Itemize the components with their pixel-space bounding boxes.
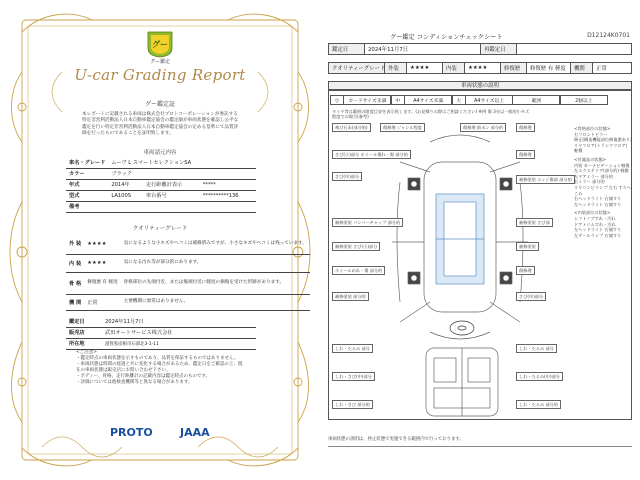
callout-text: しわ・たるみ(中)部分 [519, 374, 560, 379]
certificate-notes [76, 350, 246, 386]
damage-callout [516, 150, 535, 159]
damage-callout [332, 218, 403, 227]
footer-logos [110, 424, 220, 442]
meta-key: 所在地 [66, 338, 102, 349]
grade-description: 骨格部位の先端付近、または後端付近に軽度の損傷を受けた形跡があります。 [121, 272, 310, 294]
date-value: 2024年11月7日 [365, 44, 481, 54]
info-line: シフトノブすれ・汚れ [574, 215, 616, 221]
sheet-footnote: 車両状態の説明は、停止状態で実施できる範囲内で行っております。 [328, 437, 464, 442]
callout-text: さび(小)部分 ホイール傷れ・傷 部分的 [335, 152, 408, 157]
engine-value: 正常 [596, 66, 607, 72]
state-section-title: 車両状態の説明 [328, 81, 632, 90]
info-line: 右ミラー 部分的 [574, 179, 605, 185]
interior-stars: ★★★★ [465, 63, 501, 73]
certificate-intro: 本レポートに記載される車両は株式会社プロトコーポレーションが委託する特定非営利活動法人日本自動車鑑定協会の鑑定師が車両状態を確認し公平な鑑定を行い特定非営利活動法人日本自動車鑑定協会の定める基準にて品質評価を行ったものであることを証明致します。 [82, 112, 239, 137]
quality-section-title: クオリティーグレード [132, 226, 188, 232]
damage-callout [516, 292, 546, 301]
info-line: 右ヘッドライト 右傾すり [574, 196, 622, 202]
meta-value: 2024年11月7日 [102, 316, 256, 327]
damage-callout [332, 344, 373, 353]
info-line: 右フロントピラー [574, 131, 608, 137]
damage-callout [516, 344, 557, 353]
note-item: ・ボディー、骨格、走行距離計の記載内容は鑑定時点のものです。 [76, 374, 211, 379]
inspection-meta [66, 316, 256, 350]
grade-stars: ★★★★ [84, 254, 120, 272]
row-value: 2014年 [108, 179, 143, 190]
row-key: 備考 [66, 201, 108, 212]
meta-value: 滋賀県彦根市石部北3-1-11 [102, 338, 256, 349]
sheet-grade-row [328, 62, 632, 74]
scale-cell: A4サイズ未満 [404, 95, 452, 105]
callout-text: 補修塗装 さび(小)部分 [335, 244, 378, 249]
grade-label: クオリティーグレード [329, 63, 385, 73]
note-item: ・鑑定時点の車両状態を示すものであり、品質を保証するものではありません。 [76, 356, 239, 361]
info-line: 左ヘッドライト 右傾すり [574, 227, 622, 233]
sheet-id: D12124K0701 [587, 32, 630, 39]
damage-callout [332, 123, 371, 132]
table-row [66, 327, 256, 338]
row-value: ***** [200, 179, 256, 190]
logo-caption: グー鑑定 [149, 59, 170, 65]
scale-cell: 範囲 [512, 95, 560, 105]
svg-text:グー: グー [152, 40, 168, 49]
scale-cell: カードサイズ未満 [343, 95, 391, 105]
callout-text: しわ・たるみ 部分 [335, 346, 370, 351]
jaaa-logo: JAAA [180, 426, 210, 439]
callout-text: 傷修理 ジャンル程度 [383, 125, 422, 130]
note-item: ・評価については他検査機関等と異なる場合があります。 [76, 380, 193, 385]
callout-text: 補修塗装 [519, 244, 536, 249]
info-line: <付属品の状態> [574, 156, 607, 162]
proto-logo: PROTO [110, 426, 153, 439]
damage-callout [380, 123, 425, 132]
goo-kantei-logo [146, 30, 174, 58]
damage-callout [516, 123, 535, 132]
table-row [66, 338, 256, 349]
row-value: ブラック [108, 168, 256, 179]
table-row [66, 168, 256, 179]
certificate-subtitle: グー鑑定証 [144, 101, 175, 108]
callout-text: 補修塗装 エッジ傷部 部分的 [519, 177, 572, 182]
callout-text: 傷修理 [519, 152, 532, 157]
row-key: 走行距離計表示 [143, 179, 200, 190]
notes-title: <ご注意> [76, 350, 98, 355]
callout-text: しわ・さび(中)部分 [335, 374, 372, 379]
info-line: ドアトリムすれ・汚れ [574, 221, 616, 227]
damage-callout [460, 123, 506, 132]
grade-stars: 正常 [84, 294, 120, 310]
row-key: 車名・グレード [66, 157, 108, 168]
row-key: カラー [66, 168, 108, 179]
info-line: リヤコンビランプ 左右 すりへこみ [574, 184, 632, 196]
note-item: ・車両状態は時間の経過と共に変化する場合があるため、鑑定日をご確認の上、現在の車両状態は販売店にお問い合わせ下さい。 [76, 362, 243, 373]
grade-description: 主要機関に異常はありません。 [121, 294, 310, 310]
row-value: LA100S [108, 190, 143, 201]
condition-check-sheet [320, 0, 640, 480]
table-row [66, 294, 310, 310]
exterior-stars: ★★★★ [407, 63, 443, 73]
date-label: 鑑定日 [329, 44, 365, 54]
row-key: 型式 [66, 190, 108, 201]
scale-cell: 中 [391, 95, 405, 105]
table-row [66, 201, 256, 212]
callout-text: しわ・たるみ 部分的 [519, 402, 559, 407]
interior-label: 内装 [443, 63, 465, 73]
info-line: <内装部位の状態> [574, 210, 611, 216]
scale-cell: 小 [330, 95, 344, 105]
grade-key: 骨 格 [66, 272, 84, 294]
callout-text: さび(中)部分 [335, 174, 360, 179]
info-line: 左ヘッドライト 右傾すり [574, 201, 622, 207]
table-row [66, 254, 310, 272]
damage-callout [332, 242, 380, 251]
callout-text: さび(中)部分 [519, 294, 544, 299]
grade-stars: 修復歴 有 軽度 [84, 272, 120, 294]
grade-key: 外 装 [66, 234, 84, 254]
info-line: 左エクステリア(部分的) 軽微 [574, 168, 629, 174]
damage-callout [516, 372, 563, 381]
damage-callout [332, 372, 375, 381]
damage-callout [332, 266, 385, 275]
vehicle-section-title: 車両請元内容 [143, 150, 177, 156]
damage-callout [332, 400, 373, 409]
table-row [66, 190, 256, 201]
callout-text: 補修塗装 部分的 [335, 294, 366, 299]
sheet-date-row [328, 43, 632, 55]
callout-text: 傷修理 [519, 268, 532, 273]
grade-key: 内 装 [66, 254, 84, 272]
info-line: 修正(構造機能部位修復歴あり) [574, 137, 632, 143]
frame-label: 修復歴 [501, 63, 527, 73]
exterior-label: 外装 [385, 63, 407, 73]
row-key: 年式 [66, 179, 108, 190]
info-line: 左テールランプ 右傾すり [574, 232, 622, 238]
damage-callout [332, 292, 369, 301]
report-title: U-car Grading Report [74, 66, 246, 84]
damage-callout [516, 218, 553, 227]
grade-description: 気になるような小キズやヘコミは補修済みですが、小さなキズやヘコミは残っています。 [121, 234, 310, 254]
info-line: 内装 カーナビゲーション軽傷 [574, 162, 630, 168]
scale-cell: A4サイズ以上 [465, 95, 513, 105]
callout-text: 傷修理 前ポン 部分的 [463, 125, 504, 130]
meta-value: 武田オートサービス株式会社 [102, 327, 256, 338]
callout-text: しわ・さび 部分的 [335, 402, 370, 407]
reinspection-value [517, 44, 631, 54]
condition-summary [574, 126, 632, 238]
damage-callout [516, 175, 575, 184]
callout-text: 補修塗装 バンパーギャップ 部分的 [335, 220, 401, 225]
grade-description: 気になる汚れ等が部分的にあります。 [121, 254, 310, 272]
damage-callout [332, 172, 362, 181]
reinspection-label: 再鑑定日 [481, 44, 517, 54]
table-row [66, 234, 310, 254]
row-key: 車台番号 [143, 190, 200, 201]
damage-callout [516, 266, 535, 275]
meta-key: 鑑定日 [66, 316, 102, 327]
callout-text: 補修塗装 さび部 [519, 220, 550, 225]
damage-callout [332, 150, 411, 159]
callout-text: 飛び石あ(部分的) [335, 125, 368, 130]
quality-table [66, 234, 310, 311]
footnote-divider [328, 446, 632, 447]
row-value: **********136 [200, 190, 256, 201]
row-value: ムーヴ L スマートセレクションSA [108, 157, 256, 168]
callout-text: 傷修理 [519, 125, 532, 130]
vehicle-table [66, 157, 256, 213]
info-line: 左ドアミラー 部分的 [574, 173, 613, 179]
size-scale [330, 95, 630, 105]
table-row [66, 157, 256, 168]
table-row [66, 316, 256, 327]
sheet-title: グー鑑定 コンディションチェックシート [390, 34, 503, 41]
scale-cell: 大 [452, 95, 466, 105]
callout-text: しわ・たるみ 部分 [519, 346, 554, 351]
damage-callout [516, 400, 561, 409]
damage-callout [516, 242, 539, 251]
scale-cell: 2個以上 [560, 95, 608, 105]
grade-stars: ★★★★ [84, 234, 120, 254]
meta-key: 販売店 [66, 327, 102, 338]
table-row [66, 179, 256, 190]
grade-key: 機 関 [66, 294, 84, 310]
callout-text: ホイールめれ・傷 部分的 [335, 268, 383, 273]
scale-legend: タイヤ等は範囲の限度目安を表示致します。(お見積りの際はご相談ください) ※例 傷 3分以一般的小キズ程度での場合(参考) [332, 109, 530, 119]
info-line: <骨格部位の状態> [574, 126, 611, 131]
row-value [108, 201, 256, 212]
info-line: リヤフロア(トランクフロア) 軽微 [574, 142, 628, 154]
engine-label: 機関 [571, 63, 593, 73]
frame-value: 修復歴 有 軽度 [527, 63, 571, 73]
table-row [66, 272, 310, 294]
